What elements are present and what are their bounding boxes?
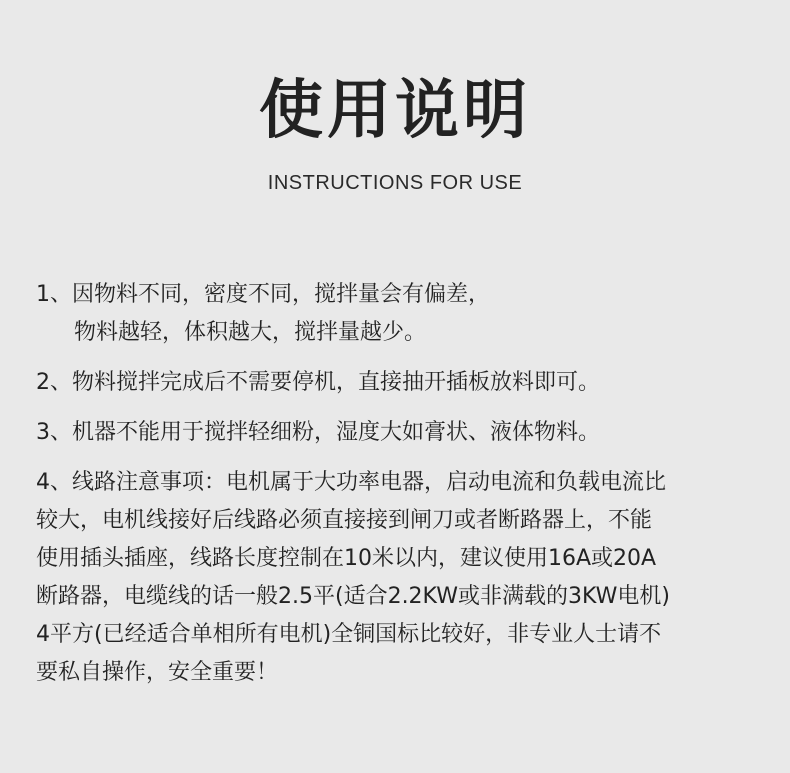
instructions-list — [36, 276, 760, 692]
instruction-item-2 — [36, 364, 760, 402]
instruction-line: 较大，电机线接好后线路必须直接接到闸刀或者断路器上，不能 — [36, 508, 653, 533]
instruction-line: 4平方(已经适合单相所有电机)全铜国标比较好，非专业人士请不 — [36, 622, 662, 647]
instruction-line: 物料越轻，体积越大，搅拌量越少。 — [74, 320, 427, 345]
instruction-line: 2、物料搅拌完成后不需要停机，直接抽开插板放料即可。 — [36, 370, 600, 395]
instruction-line: 断路器，电缆线的话一般2.5平(适合2.2KW或非满载的3KW电机) — [36, 584, 670, 609]
page-subtitle: INSTRUCTIONS FOR USE — [267, 172, 523, 194]
instruction-line: 1、因物料不同，密度不同，搅拌量会有偏差， — [36, 282, 490, 307]
instruction-line: 使用插头插座，线路长度控制在10米以内，建议使用16A或20A — [36, 546, 657, 571]
instruction-item-1 — [36, 276, 760, 352]
instruction-line: 3、机器不能用于搅拌轻细粉，湿度大如膏状、液体物料。 — [36, 420, 600, 445]
page-title: 使用说明 — [259, 74, 531, 148]
instruction-line: 要私自操作，安全重要！ — [36, 660, 279, 685]
instruction-line: 4、线路注意事项：电机属于大功率电器，启动电流和负载电流比 — [36, 470, 666, 495]
instruction-item-3 — [36, 414, 760, 452]
instruction-item-4 — [36, 464, 760, 692]
